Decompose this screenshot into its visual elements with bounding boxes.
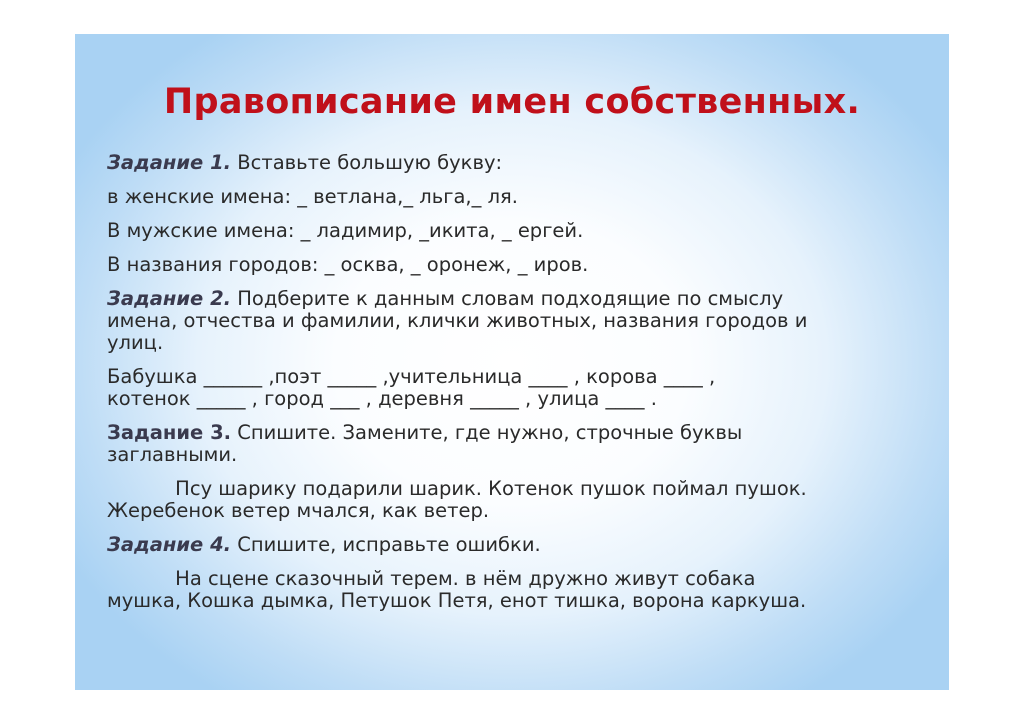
task3-label: Задание 3.	[107, 421, 232, 444]
task2-header	[107, 288, 783, 310]
task4-label: Задание 4.	[107, 533, 232, 556]
task2-instruction-line1: Подберите к данным словам подходящие по смыслу	[231, 287, 784, 310]
task2-words-line1: Бабушка ______ ,поэт _____ ,учительница ____ , корова ____ ,	[107, 365, 716, 388]
slide-title: Правописание имен собственных.	[163, 82, 861, 122]
task2-instruction-line2: имена, отчества и фамилии, клички животных, названия городов и	[107, 309, 808, 332]
task4-text-line2: мушка, Кошка дымка, Петушок Петя, енот тишка, ворона каркуша.	[107, 589, 807, 612]
task3-text-line2: Жеребенок ветер мчался, как ветер.	[107, 499, 490, 522]
task1-female-names: в женские имена: _ ветлана,_ льга,_ ля.	[107, 185, 518, 208]
task2-label: Задание 2.	[107, 287, 232, 310]
task4-text-line1: На сцене сказочный терем. в нём дружно живут собака	[107, 567, 756, 590]
task1-instruction: Вставьте большую букву:	[231, 151, 503, 174]
task2-words-line2: котенок _____ , город ___ , деревня _____ , улица ____ .	[107, 387, 657, 410]
task3-header	[107, 422, 742, 444]
task4-header	[107, 534, 541, 556]
task1-label: Задание 1.	[107, 151, 232, 174]
task1-male-names: В мужские имена: _ ладимир, _икита, _ ергей.	[107, 219, 584, 242]
task4-instruction: Спишите, исправьте ошибки.	[231, 533, 541, 556]
task1-header	[107, 152, 502, 174]
task3-instruction-line1: Спишите. Замените, где нужно, строчные буквы	[231, 421, 743, 444]
task1-city-names: В названия городов: _ осква, _ оронеж, _ иров.	[107, 253, 589, 276]
task3-instruction-line2: заглавными.	[107, 443, 238, 466]
task3-text-line1: Псу шарику подарили шарик. Котенок пушок поймал пушок.	[107, 477, 807, 500]
slide	[75, 34, 949, 690]
task2-instruction-line3: улиц.	[107, 331, 164, 354]
